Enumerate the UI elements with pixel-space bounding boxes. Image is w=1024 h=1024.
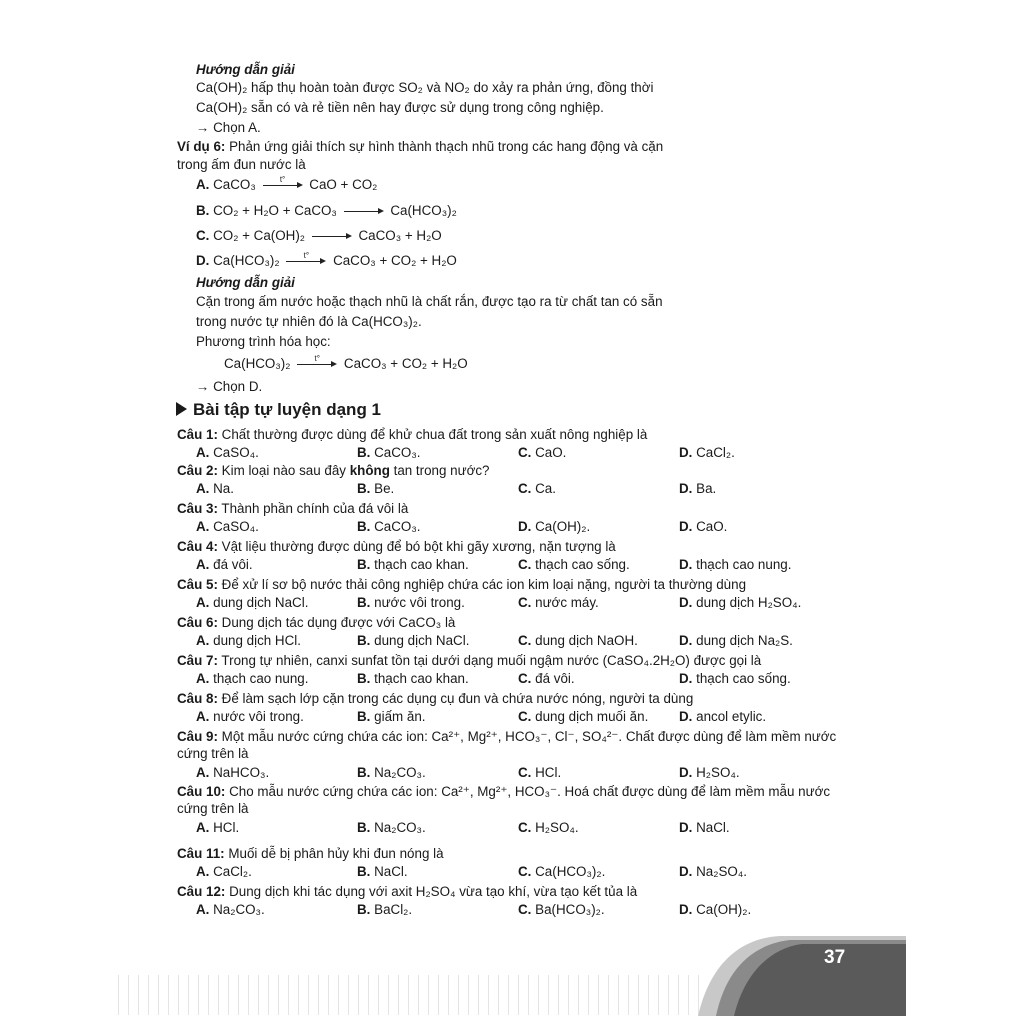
option-text: ancol etylic. <box>696 709 767 724</box>
answer-option <box>196 764 269 781</box>
answer-option <box>518 480 556 497</box>
answer-option <box>357 556 469 573</box>
option-letter: B. <box>196 203 210 218</box>
option-letter: B. <box>357 864 371 879</box>
option-letter: B. <box>357 445 371 460</box>
answer-option <box>518 901 605 918</box>
question-label: Câu 10: <box>177 784 226 799</box>
answer-option <box>357 632 469 649</box>
option-letter: D. <box>679 633 693 648</box>
answer-option <box>196 594 308 611</box>
answer-option <box>357 594 465 611</box>
answer-option <box>679 708 766 725</box>
option-text: dung dịch Na₂S. <box>696 633 793 648</box>
answer-option <box>679 670 791 687</box>
option-text: dung dịch NaCl. <box>213 595 309 610</box>
question-text: tan trong nước? <box>389 463 490 478</box>
option-text: HCl. <box>535 765 562 780</box>
guide-answer: → Chọn A. <box>196 120 261 135</box>
question-text: Để xử lí sơ bộ nước thải công nghiệp chứa các ion kim loại nặng, người ta thường dùng <box>221 577 747 592</box>
option-text: CaCl₂. <box>213 864 252 879</box>
answer-option <box>679 901 751 918</box>
footer-decoration <box>118 975 708 1015</box>
option-letter: A. <box>196 445 210 460</box>
reactants: CO₂ + Ca(OH)₂ <box>213 228 306 243</box>
option-text: CaSO₄. <box>213 445 259 460</box>
option-letter: D. <box>679 820 693 835</box>
reaction-arrow-icon <box>286 251 326 266</box>
example-label: Ví dụ 6: <box>177 139 226 154</box>
option-letter: A. <box>196 902 210 917</box>
option-text: thạch cao sống. <box>696 671 791 686</box>
reaction-arrow-icon <box>297 354 337 369</box>
answer-option <box>518 556 630 573</box>
example-question <box>177 138 663 155</box>
question-text: Một mẫu nước cứng chứa các ion: Ca²⁺, Mg²⁺, HCO₃⁻, Cl⁻, SO₄²⁻. Chất được dùng để làm mềm nước <box>221 729 837 744</box>
example-option-a <box>196 176 377 193</box>
reactants: Ca(HCO₃)₂ <box>224 356 291 371</box>
answer-option <box>679 764 740 781</box>
option-text: thạch cao nung. <box>213 671 309 686</box>
option-text: Na₂CO₃. <box>213 902 265 917</box>
option-letter: B. <box>357 481 371 496</box>
option-text: nước vôi trong. <box>213 709 304 724</box>
option-letter: A. <box>196 557 210 572</box>
option-letter: B. <box>357 902 371 917</box>
option-text: H₂SO₄. <box>535 820 579 835</box>
answer-option <box>357 708 426 725</box>
option-letter: B. <box>357 633 371 648</box>
answer-option <box>357 764 426 781</box>
option-text: dung dịch NaOH. <box>535 633 638 648</box>
option-letter: D. <box>679 709 693 724</box>
option-text: NaHCO₃. <box>213 765 270 780</box>
question-stem <box>177 614 455 631</box>
question-text: Trong tự nhiên, canxi sunfat tồn tại dưới dạng muối ngậm nước (CaSO₄.2H₂O) được gọi là <box>221 653 762 668</box>
answer-option <box>518 819 579 836</box>
option-text: CaO. <box>535 445 567 460</box>
section-title <box>176 400 381 420</box>
option-letter: A. <box>196 864 210 879</box>
option-letter: C. <box>518 445 532 460</box>
guide-text: Ca(OH)₂ hấp thụ hoàn toàn được SO₂ và NO₂ do xảy ra phản ứng, đồng thời <box>196 80 654 95</box>
answer-option <box>196 480 234 497</box>
heat-label: t° <box>279 175 286 185</box>
answer-option <box>196 819 239 836</box>
option-letter: A. <box>196 820 210 835</box>
option-letter: D. <box>679 445 693 460</box>
answer-option <box>357 819 426 836</box>
option-text: Na. <box>213 481 234 496</box>
option-letter: D. <box>679 557 693 572</box>
question-label: Câu 5: <box>177 577 218 592</box>
question-stem <box>177 690 693 707</box>
option-text: Be. <box>374 481 395 496</box>
reactants: CaCO₃ <box>213 177 256 192</box>
option-text: Ba(HCO₃)₂. <box>535 902 605 917</box>
option-text: dung dịch NaCl. <box>374 633 470 648</box>
reactants: Ca(HCO₃)₂ <box>213 253 280 268</box>
answer-option <box>518 518 590 535</box>
option-letter: C. <box>518 765 532 780</box>
example-text: trong ấm đun nước là <box>177 157 306 172</box>
option-text: dung dịch H₂SO₄. <box>696 595 802 610</box>
option-letter: A. <box>196 671 210 686</box>
option-letter: C. <box>518 709 532 724</box>
products: CaCO₃ + CO₂ + H₂O <box>343 356 468 371</box>
question-text: Vật liệu thường được dùng để bó bột khi gãy xương, nặn tượng là <box>221 539 616 554</box>
option-letter: D. <box>679 519 693 534</box>
question-text: Kim loại nào sau đây <box>221 463 350 478</box>
reaction-arrow-icon <box>344 206 384 216</box>
answer-option <box>679 444 735 461</box>
question-stem <box>177 728 836 745</box>
triangle-bullet-icon <box>176 402 187 416</box>
answer-option <box>196 863 252 880</box>
answer-option <box>196 708 304 725</box>
question-stem <box>177 426 647 443</box>
question-text: Dung dịch khi tác dụng với axit H₂SO₄ vừa tạo khí, vừa tạo kết tủa là <box>229 884 638 899</box>
option-text: Ca. <box>535 481 556 496</box>
option-letter: D. <box>679 671 693 686</box>
reaction-arrow-icon <box>263 175 303 190</box>
option-text: nước máy. <box>535 595 599 610</box>
option-letter: D. <box>679 765 693 780</box>
answer-option <box>679 632 793 649</box>
option-text: đá vôi. <box>213 557 253 572</box>
answer-option <box>679 594 801 611</box>
option-letter: C. <box>518 671 532 686</box>
answer-option <box>679 819 730 836</box>
answer-option <box>518 444 566 461</box>
example-text: Phản ứng giải thích sự hình thành thạch nhũ trong các hang động và cặn <box>229 139 664 154</box>
option-letter: D. <box>679 902 693 917</box>
question-stem <box>177 883 637 900</box>
answer-option <box>196 444 259 461</box>
guide-text: Phương trình hóa học: <box>196 334 331 349</box>
option-letter: D. <box>196 253 210 268</box>
question-label: Câu 7: <box>177 653 218 668</box>
option-text: dung dịch HCl. <box>213 633 301 648</box>
option-letter: B. <box>357 709 371 724</box>
answer-option <box>357 670 469 687</box>
option-letter: B. <box>357 595 371 610</box>
answer-option <box>196 556 253 573</box>
option-letter: A. <box>196 633 210 648</box>
heat-label: t° <box>303 251 310 261</box>
question-stem <box>177 652 761 669</box>
option-text: NaCl. <box>696 820 730 835</box>
option-text: thạch cao nung. <box>696 557 792 572</box>
option-letter: A. <box>196 177 210 192</box>
answer-option <box>518 632 638 649</box>
option-text: dung dịch muối ăn. <box>535 709 649 724</box>
question-text: cứng trên là <box>177 746 249 761</box>
option-letter: D. <box>679 595 693 610</box>
example-option-d <box>196 252 457 269</box>
option-text: Ca(HCO₃)₂. <box>535 864 606 879</box>
example-option-c <box>196 227 442 244</box>
option-letter: C. <box>518 902 532 917</box>
option-text: Ca(OH)₂. <box>535 519 591 534</box>
guide-equation <box>224 355 468 372</box>
option-letter: C. <box>518 481 532 496</box>
question-label: Câu 8: <box>177 691 218 706</box>
question-stem <box>177 462 490 479</box>
guide-text: trong nước tự nhiên đó là Ca(HCO₃)₂. <box>196 314 422 329</box>
option-letter: B. <box>357 519 371 534</box>
option-text: nước vôi trong. <box>374 595 465 610</box>
question-stem <box>177 845 444 862</box>
option-text: CaO. <box>696 519 728 534</box>
answer-option <box>518 708 648 725</box>
products: CaCO₃ + CO₂ + H₂O <box>333 253 457 268</box>
question-text: Dung dịch tác dụng được với CaCO₃ là <box>221 615 456 630</box>
page-number: 37 <box>824 947 846 968</box>
option-text: Na₂CO₃. <box>374 820 426 835</box>
option-text: Ba. <box>696 481 717 496</box>
answer-option <box>357 863 408 880</box>
option-letter: A. <box>196 709 210 724</box>
option-letter: B. <box>357 820 371 835</box>
question-label: Câu 12: <box>177 884 226 899</box>
option-letter: C. <box>518 633 532 648</box>
answer-option <box>196 632 301 649</box>
option-letter: B. <box>357 671 371 686</box>
answer-option <box>679 556 791 573</box>
section-title-text: Bài tập tự luyện dạng 1 <box>193 400 382 419</box>
option-letter: D. <box>679 864 693 879</box>
answer-option <box>518 764 561 781</box>
option-text: CaCO₃. <box>374 519 421 534</box>
option-text: BaCl₂. <box>374 902 413 917</box>
option-letter: D. <box>679 481 693 496</box>
answer-option <box>357 901 412 918</box>
guide-answer: → Chọn D. <box>196 379 263 394</box>
answer-option <box>196 670 308 687</box>
heat-label: t° <box>314 354 320 364</box>
guide-text: Ca(OH)₂ sẵn có và rẻ tiền nên hay được sử dụng trong công nghiệp. <box>196 100 604 115</box>
question-label: Câu 11: <box>177 846 225 861</box>
products: Ca(HCO₃)₂ <box>390 203 457 218</box>
reaction-arrow-icon <box>312 231 352 241</box>
option-text: thạch cao khan. <box>374 557 469 572</box>
option-letter: A. <box>196 765 210 780</box>
reactants: CO₂ + H₂O + CaCO₃ <box>213 203 337 218</box>
option-text: thạch cao sống. <box>535 557 630 572</box>
question-stem <box>177 576 746 593</box>
option-letter: B. <box>357 765 371 780</box>
option-letter: C. <box>518 864 532 879</box>
option-letter: A. <box>196 481 210 496</box>
question-text: Muối dễ bị phân hủy khi đun nóng là <box>228 846 444 861</box>
page-corner-decoration <box>690 934 906 1016</box>
example-option-b <box>196 202 457 219</box>
option-letter: A. <box>196 519 210 534</box>
question-text: không <box>349 463 390 478</box>
option-text: CaCO₃. <box>374 445 421 460</box>
option-text: Na₂CO₃. <box>374 765 426 780</box>
option-text: H₂SO₄. <box>696 765 740 780</box>
option-text: thạch cao khan. <box>374 671 469 686</box>
answer-option <box>679 863 747 880</box>
question-label: Câu 9: <box>177 729 218 744</box>
answer-option <box>518 594 599 611</box>
products: CaCO₃ + H₂O <box>358 228 442 243</box>
guide-title: Hướng dẫn giải <box>196 62 295 77</box>
option-text: Ca(OH)₂. <box>696 902 752 917</box>
question-text: Chất thường được dùng để khử chua đất trong sản xuất nông nghiệp là <box>221 427 648 442</box>
question-text: Để làm sạch lớp cặn trong các dụng cụ đun và chứa nước nóng, người ta dùng <box>221 691 694 706</box>
option-text: giấm ăn. <box>374 709 426 724</box>
option-letter: C. <box>518 557 532 572</box>
option-text: Na₂SO₄. <box>696 864 747 879</box>
option-letter: A. <box>196 595 210 610</box>
answer-option <box>357 480 394 497</box>
question-stem <box>177 500 408 517</box>
option-letter: C. <box>518 820 532 835</box>
question-text: cứng trên là <box>177 801 249 816</box>
option-letter: C. <box>518 595 532 610</box>
guide-title: Hướng dẫn giải <box>196 275 295 290</box>
question-label: Câu 3: <box>177 501 218 516</box>
question-stem <box>177 538 616 555</box>
question-text: Thành phần chính của đá vôi là <box>221 501 409 516</box>
question-label: Câu 6: <box>177 615 218 630</box>
answer-option <box>196 518 259 535</box>
answer-option <box>357 444 421 461</box>
option-letter: B. <box>357 557 371 572</box>
option-text: CaCl₂. <box>696 445 735 460</box>
option-letter: C. <box>196 228 210 243</box>
question-label: Câu 2: <box>177 463 218 478</box>
answer-option <box>679 518 727 535</box>
option-text: đá vôi. <box>535 671 575 686</box>
products: CaO + CO₂ <box>309 177 378 192</box>
answer-option <box>518 863 605 880</box>
option-letter: D. <box>518 519 532 534</box>
answer-option <box>518 670 575 687</box>
question-stem <box>177 783 830 800</box>
answer-option <box>679 480 716 497</box>
option-text: HCl. <box>213 820 240 835</box>
question-label: Câu 4: <box>177 539 218 554</box>
option-text: CaSO₄. <box>213 519 259 534</box>
question-text: Cho mẫu nước cứng chứa các ion: Ca²⁺, Mg²⁺, HCO₃⁻. Hoá chất được dùng để làm mềm mẫu nước <box>229 784 831 799</box>
option-text: NaCl. <box>374 864 408 879</box>
question-label: Câu 1: <box>177 427 218 442</box>
answer-option <box>357 518 421 535</box>
guide-text: Cặn trong ấm nước hoặc thạch nhũ là chất rắn, được tạo ra từ chất tan có sẵn <box>196 294 663 309</box>
answer-option <box>196 901 265 918</box>
